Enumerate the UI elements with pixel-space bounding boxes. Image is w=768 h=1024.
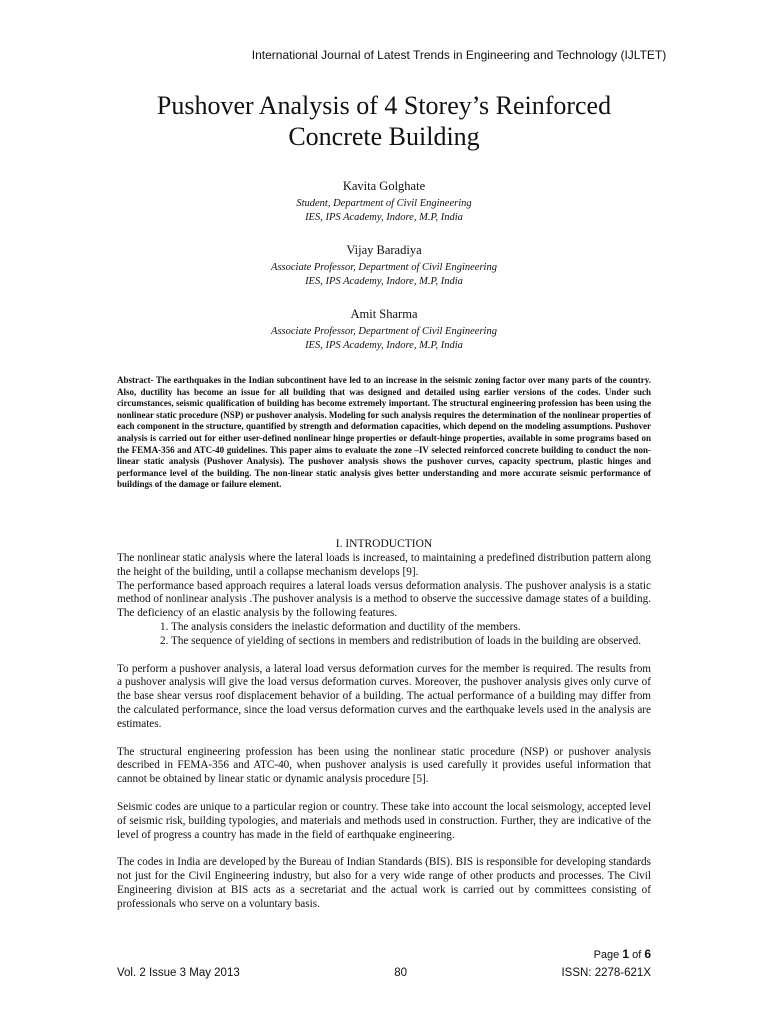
- page-current: 1: [622, 947, 630, 961]
- author-department: Associate Professor, Department of Civil Engineering: [271, 262, 497, 273]
- author-institution: IES, IPS Academy, Indore, M.P, India: [305, 275, 463, 287]
- footer: [117, 967, 651, 979]
- author-name: Vijay Baradiya: [346, 243, 422, 257]
- author-name: Amit Sharma: [350, 307, 418, 321]
- paragraph: Seismic codes are unique to a particular region or country. These take into account the local seismology, accepted level of seismic risk, building typologies, and materials and methods used in construction. Further, they are indicative of the level of progress a country has made in the field of earthquake engineering.: [117, 800, 651, 841]
- paragraph: The performance based approach requires a lateral loads versus deformation analysis. The pushover analysis is a static method of nonlinear analysis .The pushover analysis is a method to observe the successive damage states of a building. The deficiency of an elastic analysis by the following features.: [117, 579, 651, 620]
- page-number: [594, 947, 651, 961]
- author-institution: IES, IPS Academy, Indore, M.P, India: [305, 211, 463, 223]
- section-heading: I. INTRODUCTION: [335, 538, 433, 550]
- author-list: [0, 178, 768, 370]
- title-line-2: Concrete Building: [288, 122, 480, 151]
- author-department: Student, Department of Civil Engineering: [296, 198, 472, 209]
- page-prefix: Page: [593, 949, 623, 961]
- author-block: [0, 178, 768, 224]
- abstract: Abstract- The earthquakes in the Indian subcontinent have led to an increase in the seismic zoning factor over many parts of the country. Also, ductility has become an issue for all building that was designed and detailed using earlier versions of the codes. Under such circumstances, seismic qualification of building has become extremely important. The structural engineering profession has been using the nonlinear static procedure (NSP) or pushover analysis. Modeling for such analysis requires the determination of the nonlinear properties of each component in the structure, quantified by strength and deformation capacities, which depend on the modeling assumptions. Pushover analysis is carried out for either user-defined nonlinear hinge properties or default-hinge properties, available in some programs based on the FEMA-356 and ATC-40 guidelines. This paper aims to evaluate the zone –IV selected reinforced concrete building to conduct the non-linear static analysis (Pushover Analysis). The pushover analysis shows the pushover curves, capacity spectrum, plastic hinges and performance level of the building. The non-linear static analysis gives better understanding and more accurate seismic performance of buildings of the damage or failure element.: [117, 375, 651, 490]
- author-name: Kavita Golghate: [342, 179, 426, 193]
- author-block: [0, 306, 768, 352]
- footer-page: 80: [394, 967, 408, 979]
- author-institution: IES, IPS Academy, Indore, M.P, India: [305, 339, 463, 351]
- paragraph: The structural engineering profession has been using the nonlinear static procedure (NSP) or pushover analysis described in FEMA-356 and ATC-40, when pushover analysis is used carefully it provides useful information that cannot be obtained by linear static or dynamic analysis procedure [5].: [117, 745, 651, 786]
- paper-title: [60, 90, 708, 152]
- footer-issn: ISSN: 2278-621X: [561, 967, 651, 979]
- introduction-body: [117, 552, 651, 912]
- paragraph: To perform a pushover analysis, a lateral load versus deformation curves for the member is required. The results from a pushover analysis will give the load versus deformation curves. Moreover, the pushover analysis gives only curve of the base shear versus roof displacement behavior of a building. The actual performance of a building may differ from the calculated performance, since the load versus deformation curves and the earthquake levels used in the analysis are estimates.: [117, 662, 651, 730]
- author-block: [0, 242, 768, 288]
- list-item: 2. The sequence of yielding of sections in members and redistribution of loads in the building are observed.: [160, 634, 642, 647]
- paragraph: The codes in India are developed by the Bureau of Indian Standards (BIS). BIS is responsible for developing standards not just for the Civil Engineering industry, but also for a very wide range of other products and processes. The Civil Engineering division at BIS acts as a secretariat and the actual work is carried out by committees consisting of professionals who serve on a voluntary basis.: [117, 856, 651, 910]
- title-line-1: Pushover Analysis of 4 Storey’s Reinforced: [156, 91, 612, 120]
- paragraph: The nonlinear static analysis where the lateral loads is increased, to maintaining a predefined distribution pattern along the height of the building, until a collapse mechanism develops [9].: [117, 552, 651, 578]
- page-total: 6: [644, 947, 651, 961]
- list-item: 1. The analysis considers the inelastic deformation and ductility of the members.: [160, 620, 521, 633]
- page-of: of: [629, 949, 645, 961]
- journal-header: International Journal of Latest Trends in Engineering and Technology (IJLTET): [251, 48, 667, 62]
- author-department: Associate Professor, Department of Civil Engineering: [271, 326, 497, 337]
- footer-volume: Vol. 2 Issue 3 May 2013: [117, 967, 240, 979]
